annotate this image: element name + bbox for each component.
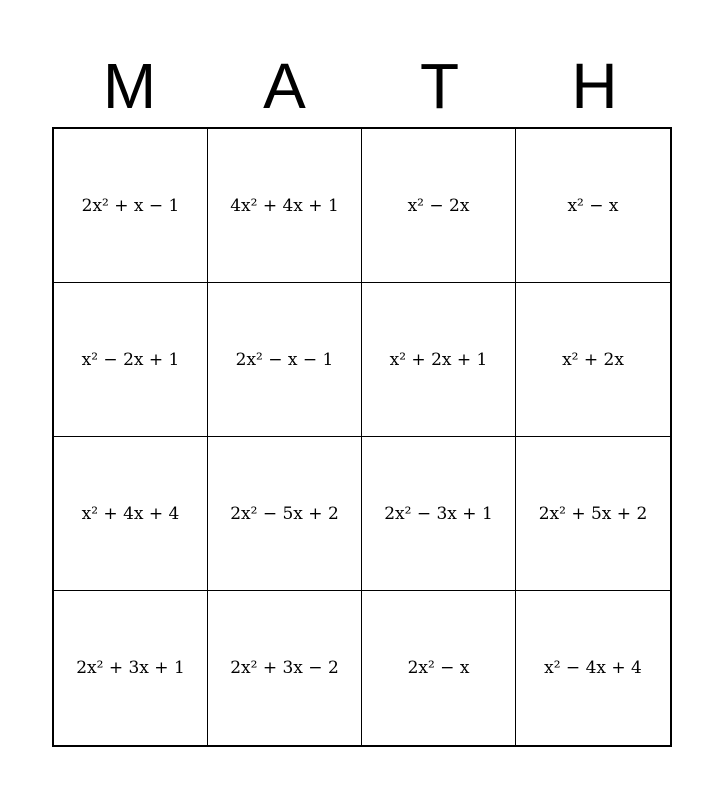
bingo-cell: [516, 129, 670, 283]
cell-expression: x² − 2x: [407, 195, 470, 216]
cell-expression: 2x² − x − 1: [235, 349, 334, 370]
cell-expression: 2x² + 5x + 2: [538, 503, 648, 524]
bingo-cell: [208, 283, 362, 437]
bingo-cell: [208, 437, 362, 591]
bingo-cell: [516, 437, 670, 591]
bingo-cell: [362, 283, 516, 437]
bingo-card-grid: [52, 127, 672, 747]
bingo-cell: [54, 129, 208, 283]
cell-expression: 2x² − 5x + 2: [230, 503, 339, 524]
bingo-cell: [362, 591, 516, 745]
bingo-cell: [516, 283, 670, 437]
cell-expression: 2x² − 3x + 1: [384, 503, 493, 524]
cell-expression: x² + 2x + 1: [389, 349, 488, 370]
bingo-cell: [54, 437, 208, 591]
cell-expression: x² + 2x: [562, 349, 624, 370]
bingo-cell: [54, 283, 208, 437]
header-letter-t: T: [419, 50, 460, 122]
bingo-cell: [362, 129, 516, 283]
header-letter-a: A: [263, 50, 306, 122]
cell-expression: 2x² + 3x + 1: [76, 658, 185, 678]
bingo-cell: [208, 129, 362, 283]
cell-expression: 2x² + x − 1: [81, 195, 180, 216]
cell-expression: x² − x: [567, 195, 619, 216]
bingo-cell: [208, 591, 362, 745]
cell-expression: 2x² − x: [407, 658, 470, 678]
bingo-cell: [54, 591, 208, 745]
header-letter-h: H: [571, 50, 618, 122]
cell-expression: x² − 2x + 1: [81, 349, 180, 370]
bingo-cell: [516, 591, 670, 745]
bingo-cell: [362, 437, 516, 591]
header-letter-m: M: [102, 50, 157, 122]
cell-expression: x² + 4x + 4: [81, 503, 180, 524]
cell-expression: x² − 4x + 4: [544, 658, 642, 678]
bingo-header: [52, 50, 672, 122]
cell-expression: 4x² + 4x + 1: [230, 195, 339, 216]
cell-expression: 2x² + 3x − 2: [230, 658, 339, 678]
